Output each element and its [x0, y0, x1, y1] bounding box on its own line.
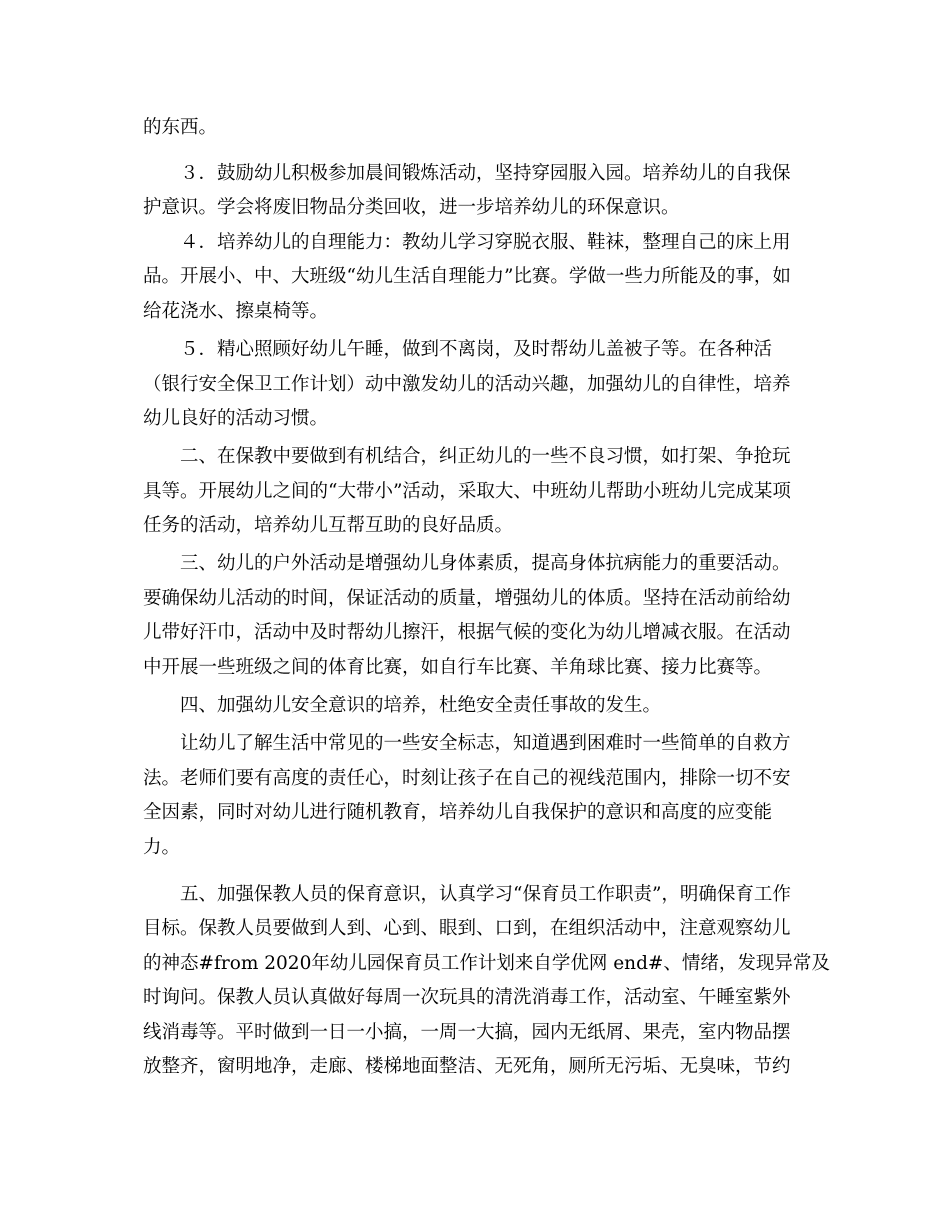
text-line: 护意识。学会将废旧物品分类回收，进一步培养幼儿的环保意识。 [143, 197, 680, 218]
text-line: 时询问。保教人员认真做好每周一次玩具的清洗消毒工作，活动室、午睡室紫外 [143, 987, 791, 1008]
text-line: ５．精心照顾好幼儿午睡，做到不离岗，及时帮幼儿盖被子等。在各种活 [180, 339, 773, 360]
text-line: 的神态#from 2020年幼儿园保育员工作计划来自学优网 end#、情绪，发现异常及 [143, 953, 830, 974]
text-line: 要确保幼儿活动的时间，保证活动的质量，增强幼儿的体质。坚持在活动前给幼 [143, 588, 791, 609]
text-line: 线消毒等。平时做到一日一小搞，一周一大搞，园内无纸屑、果壳，室内物品摆 [143, 1022, 791, 1043]
text-line: 给花浇水、擦桌椅等。 [143, 301, 329, 322]
text-line: 儿带好汗巾，活动中及时帮幼儿擦汗，根据气候的变化为幼儿增减衣服。在活动 [143, 622, 791, 643]
text-line: 法。老师们要有高度的责任心，时刻让孩子在自己的视线范围内，排除一切不安 [143, 768, 791, 789]
text-line: 全因素，同时对幼儿进行随机教育，培养幼儿自我保护的意识和高度的应变能 [143, 802, 773, 823]
text-line: 放整齐，窗明地净，走廊、楼梯地面整洁、无死角，厕所无污垢、无臭味，节约 [143, 1056, 791, 1077]
text-line: 二、在保教中要做到有机结合，纠正幼儿的一些不良习惯，如打架、争抢玩 [180, 446, 791, 467]
text-line: 目标。保教人员要做到人到、心到、眼到、口到，在组织活动中，注意观察幼儿 [143, 918, 791, 939]
text-line: 的东西。 [143, 117, 218, 138]
text-line: 幼儿良好的活动习惯。 [143, 408, 329, 429]
text-line: ４．培养幼儿的自理能力：教幼儿学习穿脱衣服、鞋袜，整理自己的床上用 [180, 232, 791, 253]
text-line: 中开展一些班级之间的体育比赛，如自行车比赛、羊角球比赛、接力比赛等。 [143, 657, 773, 678]
text-line: 四、加强幼儿安全意识的培养，杜绝安全责任事故的发生。 [180, 695, 662, 716]
text-line: 具等。开展幼儿之间的“大带小”活动，采取大、中班幼儿帮助小班幼儿完成某项 [143, 481, 791, 502]
text-line: ３．鼓励幼儿积极参加晨间锻炼活动，坚持穿园服入园。培养幼儿的自我保 [180, 163, 791, 184]
text-line: 让幼儿了解生活中常见的一些安全标志，知道遇到困难时一些简单的自救方 [180, 733, 791, 754]
text-line: 品。开展小、中、大班级“幼儿生活自理能力”比赛。学做一些力所能及的事，如 [143, 266, 791, 287]
text-line: （银行安全保卫工作计划）动中激发幼儿的活动兴趣，加强幼儿的自律性，培养 [143, 374, 791, 395]
text-line: 任务的活动，培养幼儿互帮互助的良好品质。 [143, 515, 514, 536]
text-line: 三、幼儿的户外活动是增强幼儿身体素质，提高身体抗病能力的重要活动。 [180, 553, 791, 574]
text-line: 五、加强保教人员的保育意识，认真学习“保育员工作职责”，明确保育工作 [180, 884, 791, 905]
text-line: 力。 [143, 837, 181, 858]
